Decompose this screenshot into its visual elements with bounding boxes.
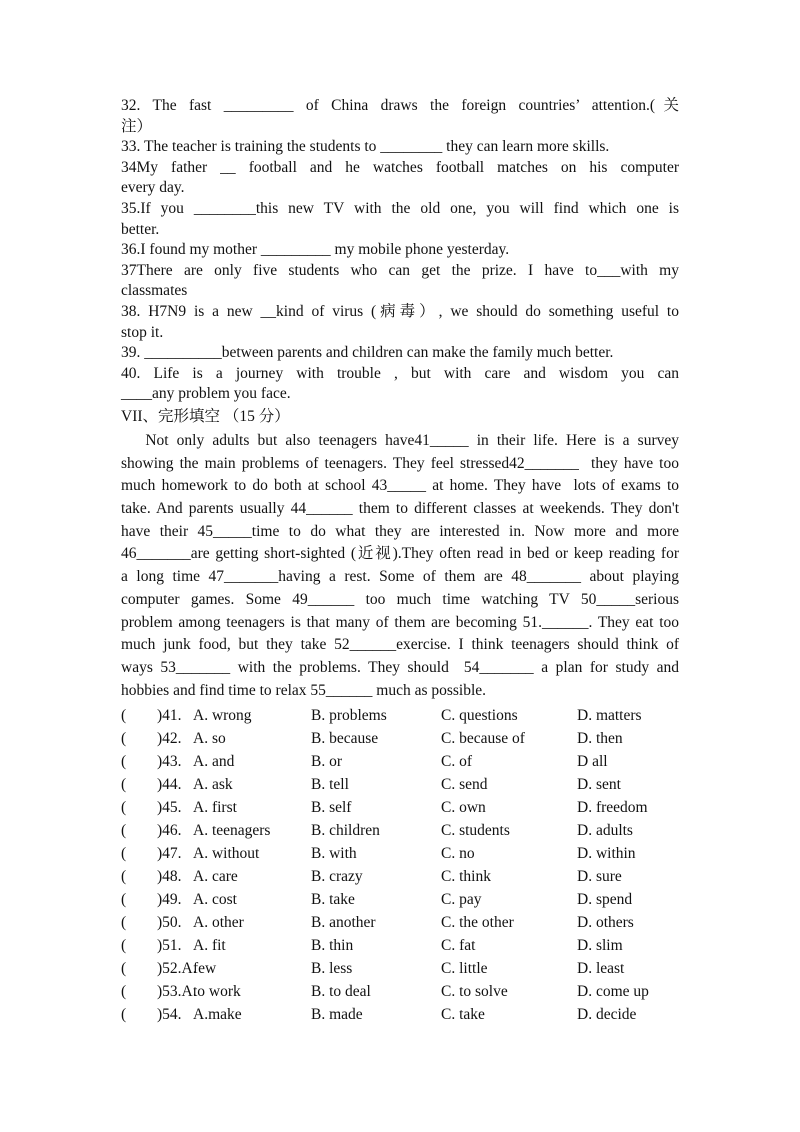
option-num: )52.A.	[157, 960, 197, 978]
option-c: C. of	[441, 753, 472, 771]
option-d: D. slim	[577, 937, 623, 955]
passage-line: showing the main problems of teenagers. They feel stressed42_______ they have too	[121, 454, 679, 472]
question-line: 32. The fast _________ of China draws the foreign countries’ attention.(关	[121, 97, 679, 114]
option-paren: (	[121, 937, 127, 955]
option-row	[121, 911, 679, 934]
question-item	[121, 343, 679, 364]
option-row	[121, 865, 679, 888]
option-b: B. take	[311, 891, 355, 909]
option-a: A. first	[193, 799, 237, 817]
option-b: B. to deal	[311, 983, 371, 1001]
question-line: every day.	[121, 179, 185, 197]
option-row	[121, 888, 679, 911]
option-c: C. to solve	[441, 983, 508, 1001]
option-num: )44.	[157, 776, 182, 794]
option-row	[121, 957, 679, 980]
option-d: D. freedom	[577, 799, 648, 817]
option-d: D. decide	[577, 1006, 637, 1024]
option-num: )45.	[157, 799, 182, 817]
option-b: B. less	[311, 960, 353, 978]
passage-line: problem among teenagers is that many of them are becoming 51.______. They eat too	[121, 613, 679, 631]
option-b: B. tell	[311, 776, 349, 794]
question-line: 39. __________between parents and children can make the family much better.	[121, 344, 614, 362]
question-line: 38. H7N9 is a new __kind of virus (病毒）, we should do something useful to	[121, 302, 679, 320]
option-a: A. and	[193, 753, 235, 771]
question-line: ____any problem you face.	[121, 385, 291, 403]
passage-line: a long time 47_______having a rest. Some of them are 48_______ about playing	[121, 568, 679, 586]
sentence-questions	[121, 96, 679, 405]
option-d: D. then	[577, 730, 623, 748]
option-a: A. care	[193, 868, 238, 886]
option-c: C. questions	[441, 707, 518, 725]
option-row	[121, 773, 679, 796]
option-a: A. cost	[193, 891, 237, 909]
option-paren: (	[121, 960, 127, 978]
option-row	[121, 842, 679, 865]
option-a: A.make	[193, 1006, 242, 1024]
option-c: C. own	[441, 799, 486, 817]
worksheet-page	[121, 96, 679, 1026]
passage-line: 46_______are getting short-sighted (近视).They often read in bed or keep reading for	[121, 545, 679, 563]
option-paren: (	[121, 753, 127, 771]
passage-line: hobbies and find time to relax 55______ much as possible.	[121, 681, 487, 699]
option-b: B. another	[311, 914, 376, 932]
option-b: B. children	[311, 822, 380, 840]
question-item	[121, 364, 679, 405]
question-line: stop it.	[121, 323, 164, 341]
question-line: classmates	[121, 282, 188, 300]
option-num: )47.	[157, 845, 182, 863]
passage-line: take. And parents usually 44______ them to different classes at weekends. They don't	[121, 500, 679, 518]
question-item	[121, 137, 679, 158]
option-row	[121, 796, 679, 819]
passage-line: computer games. Some 49______ too much time watching TV 50_____serious	[121, 590, 679, 608]
option-row	[121, 1003, 679, 1026]
option-paren: (	[121, 730, 127, 748]
question-item	[121, 240, 679, 261]
option-num: )50.	[157, 914, 182, 932]
option-d: D. adults	[577, 822, 633, 840]
passage-line: have their 45_____time to do what they are interested in. Now more and more	[121, 522, 679, 540]
option-c: C. take	[441, 1006, 485, 1024]
option-paren: (	[121, 891, 127, 909]
option-d: D. sure	[577, 868, 622, 886]
passage-line: ways 53_______ with the problems. They should 54_______ a plan for study and	[121, 658, 679, 676]
option-paren: (	[121, 776, 127, 794]
question-line: 35.If you ________this new TV with the old one, you will find which one is	[121, 199, 679, 217]
option-num: )42.	[157, 730, 182, 748]
question-line: 注）	[121, 117, 153, 135]
option-d: D. least	[577, 960, 625, 978]
option-row	[121, 704, 679, 727]
passage-line: much junk food, but they take 52______exercise. I think teenagers should think of	[121, 636, 679, 654]
option-num: )49.	[157, 891, 182, 909]
passage-line: Not only adults but also teenagers have41_____ in their life. Here is a survey	[121, 431, 679, 449]
option-a: A. wrong	[193, 707, 252, 725]
option-num: )51.	[157, 937, 182, 955]
option-paren: (	[121, 707, 127, 725]
option-a: A. fit	[193, 937, 226, 955]
option-b: B. with	[311, 845, 357, 863]
option-d: D all	[577, 753, 608, 771]
option-b: B. because	[311, 730, 379, 748]
option-c: C. pay	[441, 891, 482, 909]
option-row	[121, 980, 679, 1003]
option-b: B. crazy	[311, 868, 363, 886]
option-paren: (	[121, 822, 127, 840]
question-line: 37There are only five students who can get the prize. I have to___with my	[121, 261, 679, 279]
option-b: B. problems	[311, 707, 387, 725]
option-a: A. other	[193, 914, 244, 932]
option-c: C. no	[441, 845, 475, 863]
question-item	[121, 261, 679, 302]
option-a: A. ask	[193, 776, 233, 794]
option-d: D. matters	[577, 707, 642, 725]
option-num: )41.	[157, 707, 182, 725]
option-d: D. sent	[577, 776, 621, 794]
option-d: D. others	[577, 914, 634, 932]
section-heading: VII、完形填空 （15 分）	[121, 407, 290, 425]
option-c: C. think	[441, 868, 491, 886]
question-line: 40. Life is a journey with trouble , but with care and wisdom you can	[121, 364, 679, 382]
option-num: )54.	[157, 1006, 182, 1024]
option-row	[121, 819, 679, 842]
option-paren: (	[121, 1006, 127, 1024]
option-row	[121, 727, 679, 750]
option-num: )46.	[157, 822, 182, 840]
passage-line: much homework to do both at school 43_____ at home. They have lots of exams to	[121, 477, 679, 495]
option-paren: (	[121, 799, 127, 817]
option-paren: (	[121, 914, 127, 932]
answer-options	[121, 704, 679, 1026]
question-line: 34My father __ football and he watches football matches on his computer	[121, 158, 679, 176]
option-b: B. self	[311, 799, 352, 817]
question-line: 36.I found my mother _________ my mobile phone yesterday.	[121, 241, 510, 259]
option-row	[121, 934, 679, 957]
option-paren: (	[121, 845, 127, 863]
option-d: D. spend	[577, 891, 633, 909]
cloze-passage	[121, 430, 679, 702]
option-b: B. made	[311, 1006, 363, 1024]
option-c: C. because of	[441, 730, 525, 748]
question-item	[121, 96, 679, 137]
question-line: better.	[121, 220, 160, 238]
option-a: A. so	[193, 730, 226, 748]
option-num: )48.	[157, 868, 182, 886]
option-c: C. send	[441, 776, 488, 794]
question-item	[121, 302, 679, 343]
option-a: A. without	[193, 845, 260, 863]
option-paren: (	[121, 868, 127, 886]
option-num: )53.A.	[157, 983, 197, 1001]
option-c: C. the other	[441, 914, 514, 932]
option-row	[121, 750, 679, 773]
option-c: C. fat	[441, 937, 476, 955]
option-a: few	[193, 960, 217, 978]
option-a: A. teenagers	[193, 822, 271, 840]
option-num: )43.	[157, 753, 182, 771]
option-paren: (	[121, 983, 127, 1001]
option-b: B. or	[311, 753, 342, 771]
option-a: to work	[193, 983, 241, 1001]
option-d: D. come up	[577, 983, 649, 1001]
question-line: 33. The teacher is training the students to ________ they can learn more skills.	[121, 138, 610, 156]
question-item	[121, 158, 679, 199]
option-d: D. within	[577, 845, 636, 863]
option-c: C. little	[441, 960, 488, 978]
option-c: C. students	[441, 822, 510, 840]
question-item	[121, 199, 679, 240]
option-b: B. thin	[311, 937, 354, 955]
